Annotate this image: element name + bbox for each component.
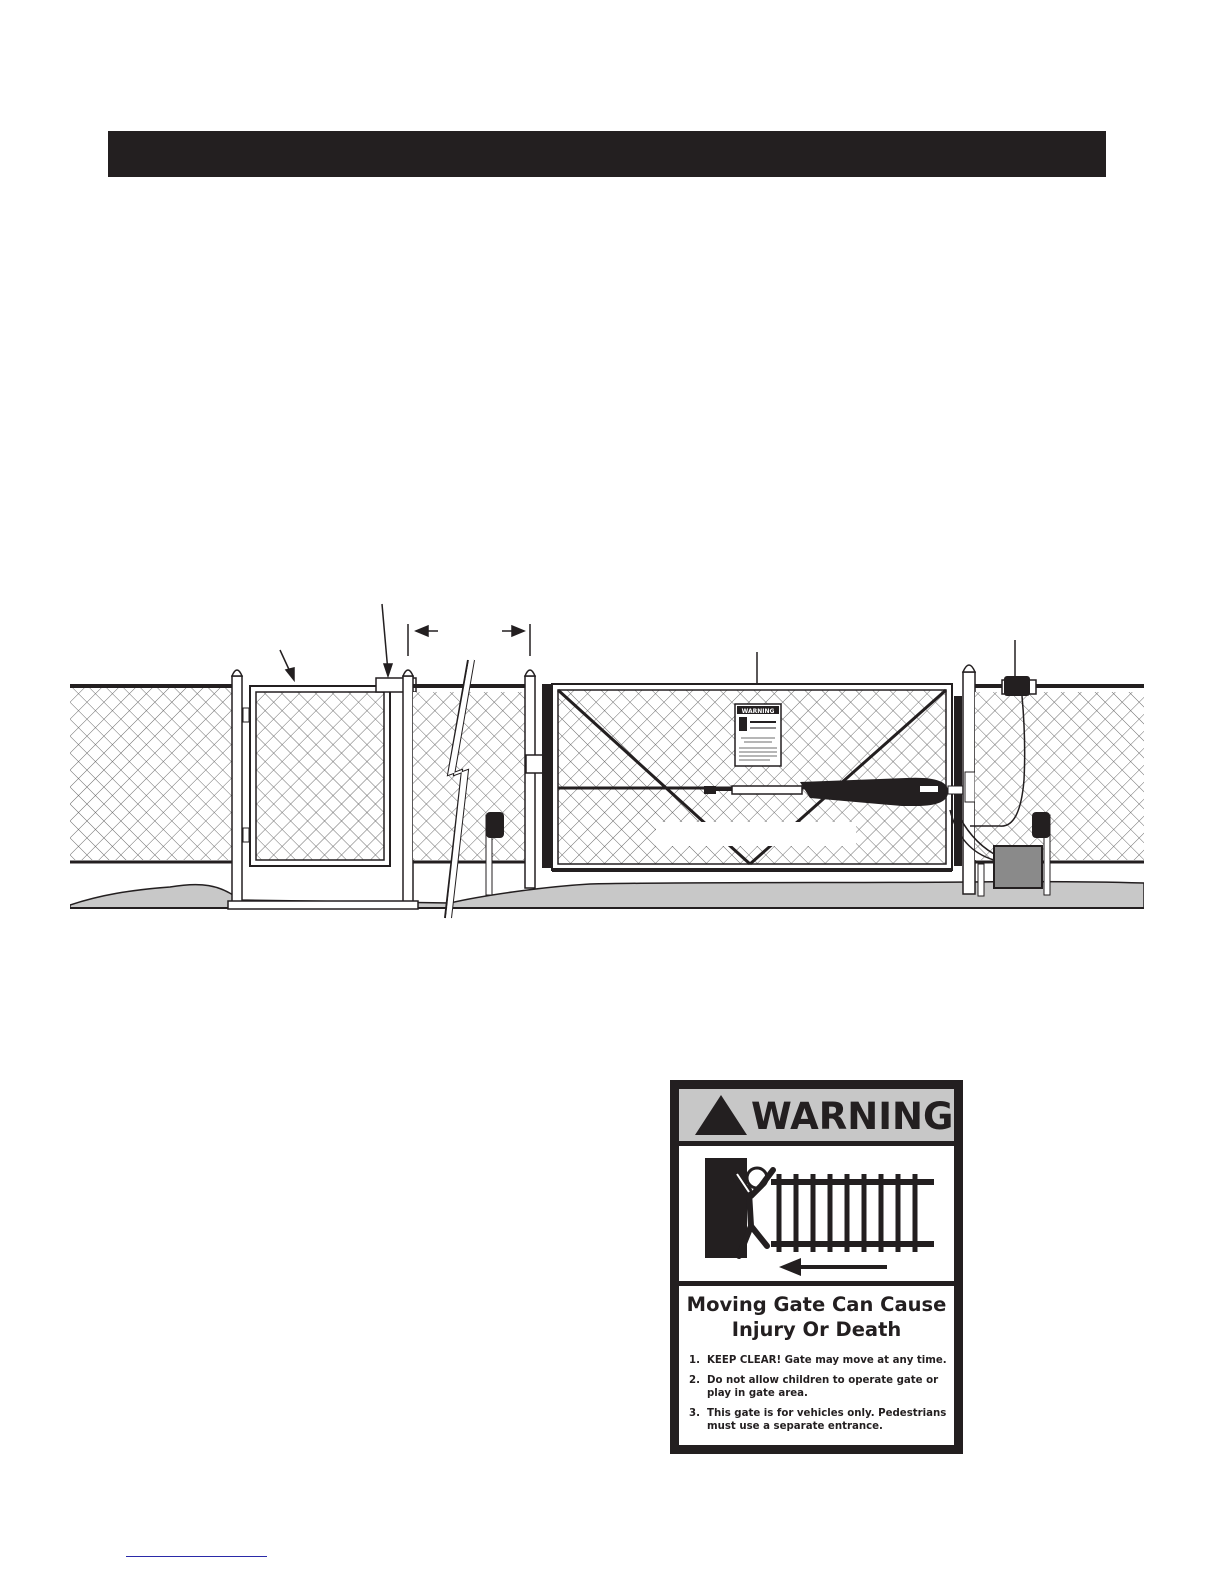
warning-instructions — [689, 1354, 951, 1440]
warning-title-line2: Injury Or Death — [731, 1318, 902, 1341]
mini-sign-heading: WARNING — [741, 708, 775, 715]
gate-label-placeholder — [656, 822, 856, 846]
warning-sign-pictogram — [679, 1146, 954, 1281]
fence-mesh-left — [70, 688, 232, 860]
warning-sign-heading: WARNING — [751, 1095, 954, 1138]
warning-sign-title — [679, 1292, 954, 1342]
warning-sign-body — [679, 1286, 954, 1445]
dimension-arrows — [408, 624, 530, 656]
warning-title-line1: Moving Gate Can Cause — [686, 1293, 947, 1316]
warning-triangle-icon — [693, 1093, 749, 1137]
gate-installation-diagram — [70, 600, 1144, 920]
instruction-text: Do not allow children to operate gate or play in gate area. — [707, 1375, 939, 1399]
warning-instruction-item — [689, 1374, 951, 1400]
warning-instruction-item — [689, 1407, 951, 1433]
fence-mesh-mid — [413, 692, 525, 860]
fence-post-gate — [525, 670, 535, 888]
warning-instruction-item — [689, 1354, 951, 1367]
fence-post-right — [963, 665, 975, 894]
gate-sill — [228, 901, 418, 909]
gate-warning-sign-mini — [735, 704, 781, 766]
fence-post-ped — [403, 670, 413, 906]
instruction-number: 3. — [689, 1408, 700, 1419]
instruction-number: 2. — [689, 1375, 700, 1386]
instruction-text: KEEP CLEAR! Gate may move at any time. — [707, 1355, 947, 1366]
instruction-text: This gate is for vehicles only. Pedestrians must use a separate entrance. — [707, 1408, 947, 1432]
fence-mesh-right — [975, 692, 1144, 860]
instruction-number: 1. — [689, 1355, 700, 1366]
fence-post-left — [232, 670, 242, 906]
section-header-bar — [108, 131, 1106, 177]
warning-sign — [670, 1080, 963, 1454]
gate-crush-icon — [679, 1146, 954, 1281]
warning-sign-header — [679, 1089, 954, 1141]
footer-link-underline[interactable] — [126, 1556, 267, 1557]
pedestrian-gate — [243, 686, 390, 866]
